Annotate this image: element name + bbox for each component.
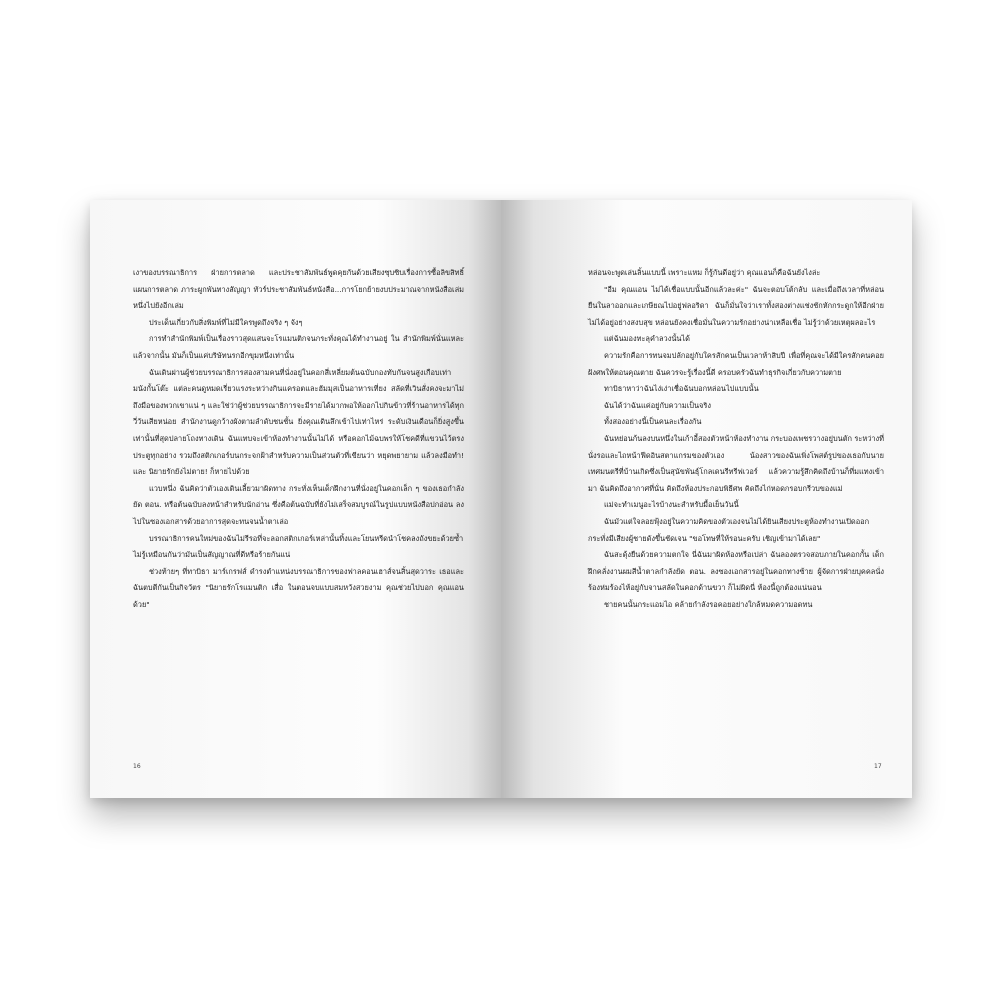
paragraph: ฉันเดินผ่านผู้ช่วยบรรณาธิการสองสามคนที่นั่งอยู่ในคอกสี่เหลี่ยมต้นฉบับกองทับกันจนสูงเกือบเท่ามนังกั้นโต๊ะ แต่ละคนดูหมดเรี่ยวแรงระหว่างกินแครอตและฮัมมุสเป็นอาหารเที่ยง สลัดที่เวินสั่งคงจะมาไม่ถึงมือของพวกเขาแน่ ๆ และใช่ว่าผู้ช่วยบรรณาธิการจะมีรายได้มากพอให้ออกไปกินข้าวที่ร้านอาหารได้ทุกวี่วันเสียหน่อย สำนักงานดูกว้างผังตามลำดับชนชั้น ยิ่งคุณเดินลึกเข้าไปเท่าไหร่ ระดับเงินเดือนก็ยิ่งสูงขึ้นเท่านั้นที่สุดปลายโถงทางเดิน ฉันแทบจะเข้าห้องทำงานนั้นไม่ได้ หรือคอกไม้ฉบพรให้โชคดีที่แขวนไว้ตรงประตูทุกอย่าง รวมถึงสติกเกอร์บนกระจกฝ้าสำหรับความเป็นส่วนตัวที่เขียนว่า หยุดพยายาม แล้วลงมือทำ! และ นิยายรักยังไม่ตาย! ก็หายไปด้วย	[133, 367, 464, 477]
paragraph: ชายคนนั้นกระแอมไอ คล้ายกำลังรอคอยอย่างใกล้หมดความอดทน	[604, 599, 813, 609]
page-number-left: 16	[133, 763, 141, 770]
paragraph: ฉันมัวแต่ใจลอยฟุ้งอยู่ในความคิดของตัวเองจนไม่ได้ยินเสียงประตูห้องทำงานเปิดออก กระทั่งมีเสียงผู้ชายดังขึ้นชัดเจน "ขอโทษที่ให้รอนะครับ เชิญเข้ามาได้เลย"	[588, 516, 870, 543]
open-book	[90, 200, 912, 798]
paragraph: แม่จะทำเมนูอะไรบ้างนะสำหรับมื้อเย็นวันนี้	[604, 500, 739, 510]
paragraph: ทาบิธาหาว่าฉันไง่เง่าเชื่อฉันบอกหล่อนไปแบบนั้น	[604, 384, 759, 394]
paragraph: ฉันหย่อนก้นลงบนหนึ่งในเก้าอี้สองตัวหน้าห้องทำงาน กระบองเพชรวางอยู่บนตัก ระหว่างที่นั่งรอและไถหน้าฟีดอินสตาแกรมของตัวเอง น้องสาวของฉันเพิ่งโพสต์รูปของเธอกับนายเทศมนตรีที่บ้านเกิดซึ่งเป็นสุนัขพันธุ์โกลเดนรีทรีฟเวอร์ แล้วความรู้สึกคิดถึงบ้านก็ที่มแทงเข้ามา ฉันคิดถึงอากาศที่นั่น คิดถึงห้องประกอบพิธีศพ คิดถึงไก่หอดกรอบกรีวบของแม่	[588, 433, 884, 493]
page-number-right: 17	[874, 763, 882, 770]
paragraph: ช่วงท้ายๆ ที่ทาบิธา มาร์เกรฟส์ ดำรงตำแหน่งบรรณาธิการของฟาลคอนเฮาส์จนสิ้นสุดวาระ เธอและฉันตบตีกันเป็นกิจวัตร "นิยายรักโรแมนติก เสื่อ ในตอนจบแบบสมหวังสวยงาม คุณช่วยไปบอก คุณแอน ด้วย"	[133, 566, 464, 609]
paragraph: ฉันได้ว่าฉันแค่อยู่กับความเป็นจริง	[604, 400, 711, 410]
paragraph: ประเด็นเกี่ยวกับสิ่งพิมพ์ที่ไม่มีใครพูดถึงจริง ๆ จังๆ	[149, 317, 303, 327]
right-page	[501, 200, 912, 798]
paragraph: ฉันสะดุ้งยืนด้วยความตกใจ นี่ฉันมาผิดห้องหรือเปล่า ฉันลองตรวจสอบภายในคอกกั้น เด็กฝึกคลั่งงานผมสีน้ำตาลกำลังยัด ตอน. ลงซองเอกสารอยู่ในคอกทางซ้าย ผู้จัดการฝ่ายบุคคลนั่งร้องห่มร้องไห้อยู่กับจานสลัดในคอกด้านขวา ก็ไม่ผิดนี่ ห้องนี้ถูกต้องแน่นอน	[588, 550, 884, 593]
paragraph: หล่อนจะพูดเล่นลิ้นแบบนี้ เพราะแหม ก็รู้กันดีอยู่ว่า คุณแอนก็คือฉันยังไงล่ะ	[588, 268, 821, 277]
paragraph: บรรณาธิการคนใหม่ของฉันไม่รีรอที่จะลอกสติกเกอร์เหล่านั้นทิ้งและโยนหรีดนำโชคลงถังขยะด้วยซ้ำ ไม่รู้เหมือนกันว่ามันเป็นสัญญาณที่ดีหรือร้ายกันแน่	[133, 533, 464, 560]
paragraph: เงาของบรรณาธิการ ฝ่ายการตลาด และประชาสัมพันธ์พูดคุยกันด้วยเสียงซุบซิบเรื่องการซื้อลิขสิทธิ์ แผนการตลาด ภาระผูกพันทางสัญญา ทัวร์ประชาสัมพันธ์หนังสือ...การโยกย้ายงบประมาณจากหนังสือเล่มหนึ่งไปยังอีกเล่ม	[133, 268, 464, 311]
paragraph: แต่ฉันมองทะลุคำลวงนั้นได้	[604, 334, 690, 344]
left-page	[90, 200, 501, 798]
right-page-text	[588, 265, 884, 613]
paragraph: "อืม คุณแอน ไม่ได้เชื่อแบบนั้นอีกแล้วละค่ะ" ฉันจะตอบโต้กลับ และเมื่อถึงเวลาที่หล่อนยืนในลาออกและเกษียณไปอยู่ฟลอริดา ฉันก็มั่นใจว่าเราทั้งสองต่างแช่งชักหักกระดูกให้อีกฝ่ายไม่ได้อยู่อย่างสงบสุข หล่อนยังคงเชื่อมั่นในความรักอย่างน่าเหลือเชื่อ ไม่รู้ว่าด้วยเหตุผลอะไร	[588, 284, 884, 327]
paragraph: ความรักคือการทนจมปลักอยู่กับใครสักคนเป็นเวลาห้าสิบปี เพื่อที่คุณจะได้มีใครสักคนคอยฝังศพให้ตอนคุณตาย ฉันควรจะรู้เรื่องนี้ดี ครอบครัวฉันทำธุรกิจเกี่ยวกับความตาย	[588, 350, 884, 377]
left-page-text	[133, 265, 464, 613]
paragraph: ทั้งสองอย่างนี้เป็นคนละเรื่องกัน	[604, 417, 702, 427]
paragraph: แวบหนึ่ง ฉันคิดว่าตัวเองเดินเลี้ยวมาผิดทาง กระทั่งเห็นเด็กฝึกงานที่นั่งอยู่ในคอกเล็ก ๆ ของเธอกำลังยัด ตอน. หรือต้นฉบับลงหน้าสำหรับนักอ่าน ซึ่งคือต้นฉบับที่ยังไม่เสร็จสมบูรณ์ในรูปแบบหนังสือปกอ่อน ลงไปในซองเอกสารด้วยอาการสุดจะทนจนน้ำตาเล่อ	[133, 483, 464, 526]
paragraph: การทำสำนักพิมพ์เป็นเรื่องราวสุดแสนจะโรแมนติกจนกระทั่งคุณได้ทำงานอยู่ ใน สำนักพิมพ์นั่นแหละ แล้วจากนั้น มันก็เป็นแค่บริษัทนรกอีกขุมหนึ่งเท่านั้น	[133, 334, 464, 360]
